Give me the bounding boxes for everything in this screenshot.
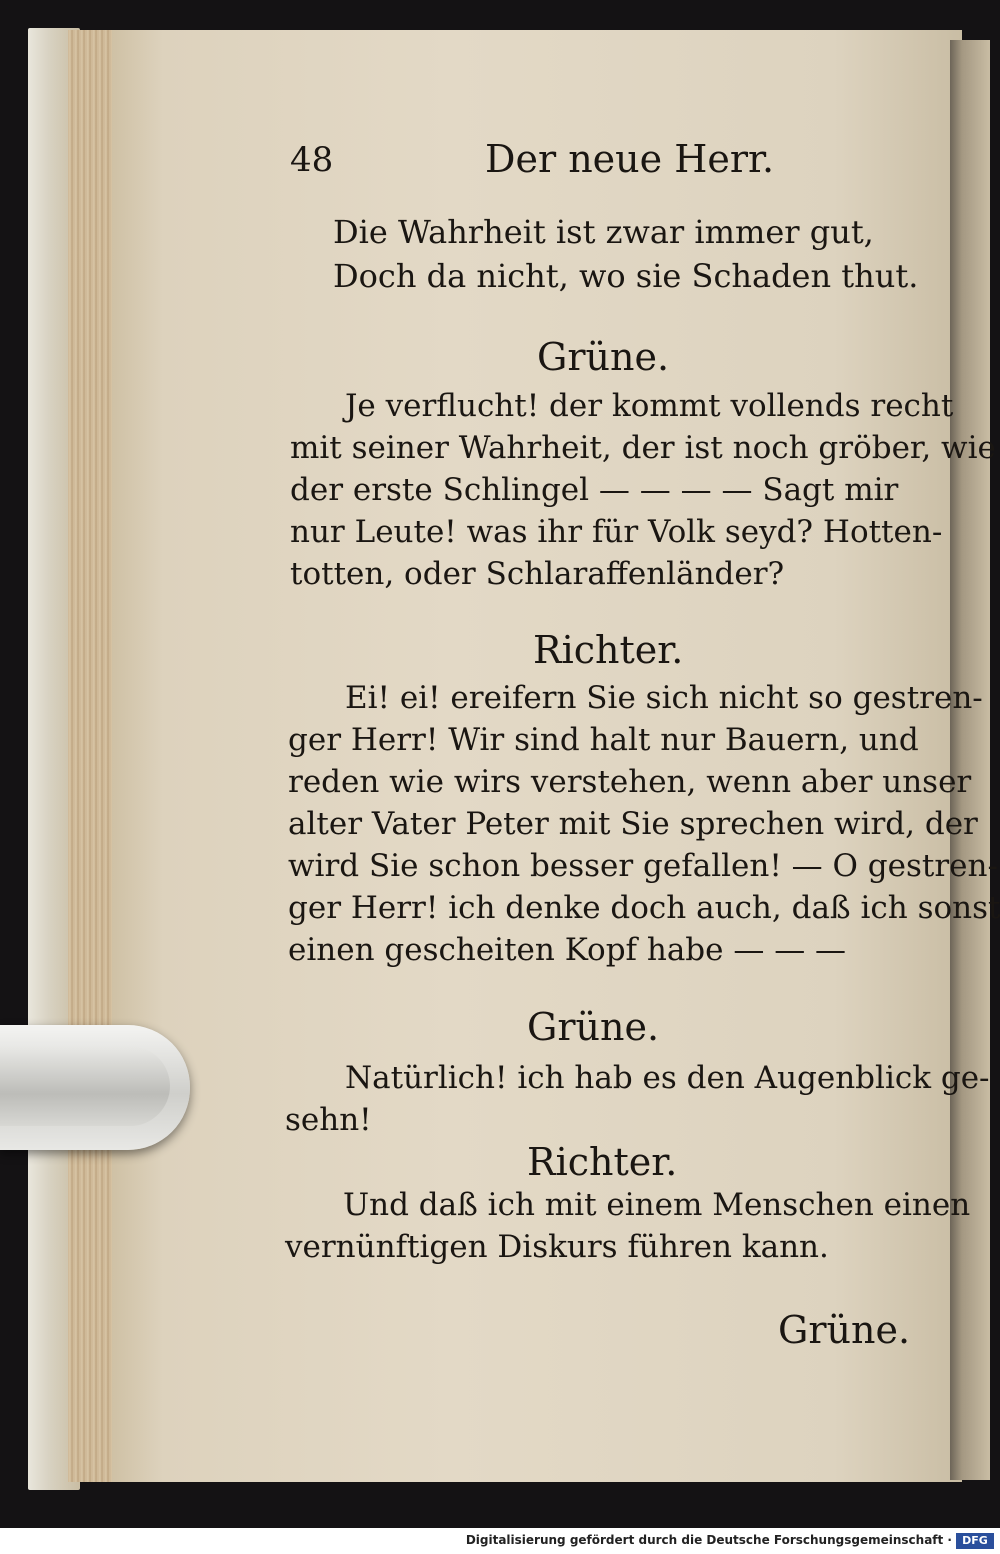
text-line: totten, oder Schlaraffenländer? [290, 556, 785, 592]
text-line: der erste Schlingel — — — — Sagt mir [290, 472, 899, 508]
speaker-heading-gruene-2: Grüne. [527, 1005, 660, 1049]
text-line: Und daß ich mit einem Menschen einen [343, 1187, 971, 1223]
text-line: nur Leute! was ihr für Volk seyd? Hotten- [290, 514, 943, 550]
right-page-shadow [950, 40, 990, 1480]
text-line: sehn! [285, 1102, 372, 1138]
text-line: vernünftigen Diskurs führen kann. [285, 1229, 829, 1265]
verse-line-2: Doch da nicht, wo sie Schaden thut. [333, 257, 919, 295]
text-line: einen gescheiten Kopf habe — — — [288, 932, 847, 968]
text-line: Natürlich! ich hab es den Augenblick ge- [345, 1060, 990, 1096]
running-head: Der neue Herr. [485, 137, 775, 181]
speaker-heading-richter-2: Richter. [527, 1140, 678, 1184]
footer-credit: Digitalisierung gefördert durch die Deutsche Forschungsgemeinschaft · [465, 1533, 952, 1547]
text-line: ger Herr! Wir sind halt nur Bauern, und [288, 722, 919, 758]
footer-bar [0, 1528, 1000, 1554]
text-line: Je verflucht! der kommt vollends recht [345, 388, 954, 424]
text-line: ger Herr! ich denke doch auch, daß ich sonst [288, 890, 1000, 926]
text-line: Ei! ei! ereifern Sie sich nicht so gestren- [345, 680, 983, 716]
text-line: alter Vater Peter mit Sie sprechen wird, der [288, 806, 978, 842]
text-line: mit seiner Wahrheit, der ist noch gröber, wie [290, 430, 996, 466]
page-number: 48 [290, 140, 334, 180]
speaker-heading-gruene-3: Grüne. [778, 1308, 911, 1352]
text-line: wird Sie schon besser gefallen! — O gestren- [288, 848, 998, 884]
speaker-heading-gruene-1: Grüne. [537, 335, 670, 379]
text-line: reden wie wirs verstehen, wenn aber unser [288, 764, 972, 800]
page-clip-highlight [0, 1046, 170, 1126]
dfg-logo-icon: DFG [956, 1533, 994, 1549]
speaker-heading-richter-1: Richter. [533, 628, 684, 672]
verse-line-1: Die Wahrheit ist zwar immer gut, [333, 213, 874, 251]
